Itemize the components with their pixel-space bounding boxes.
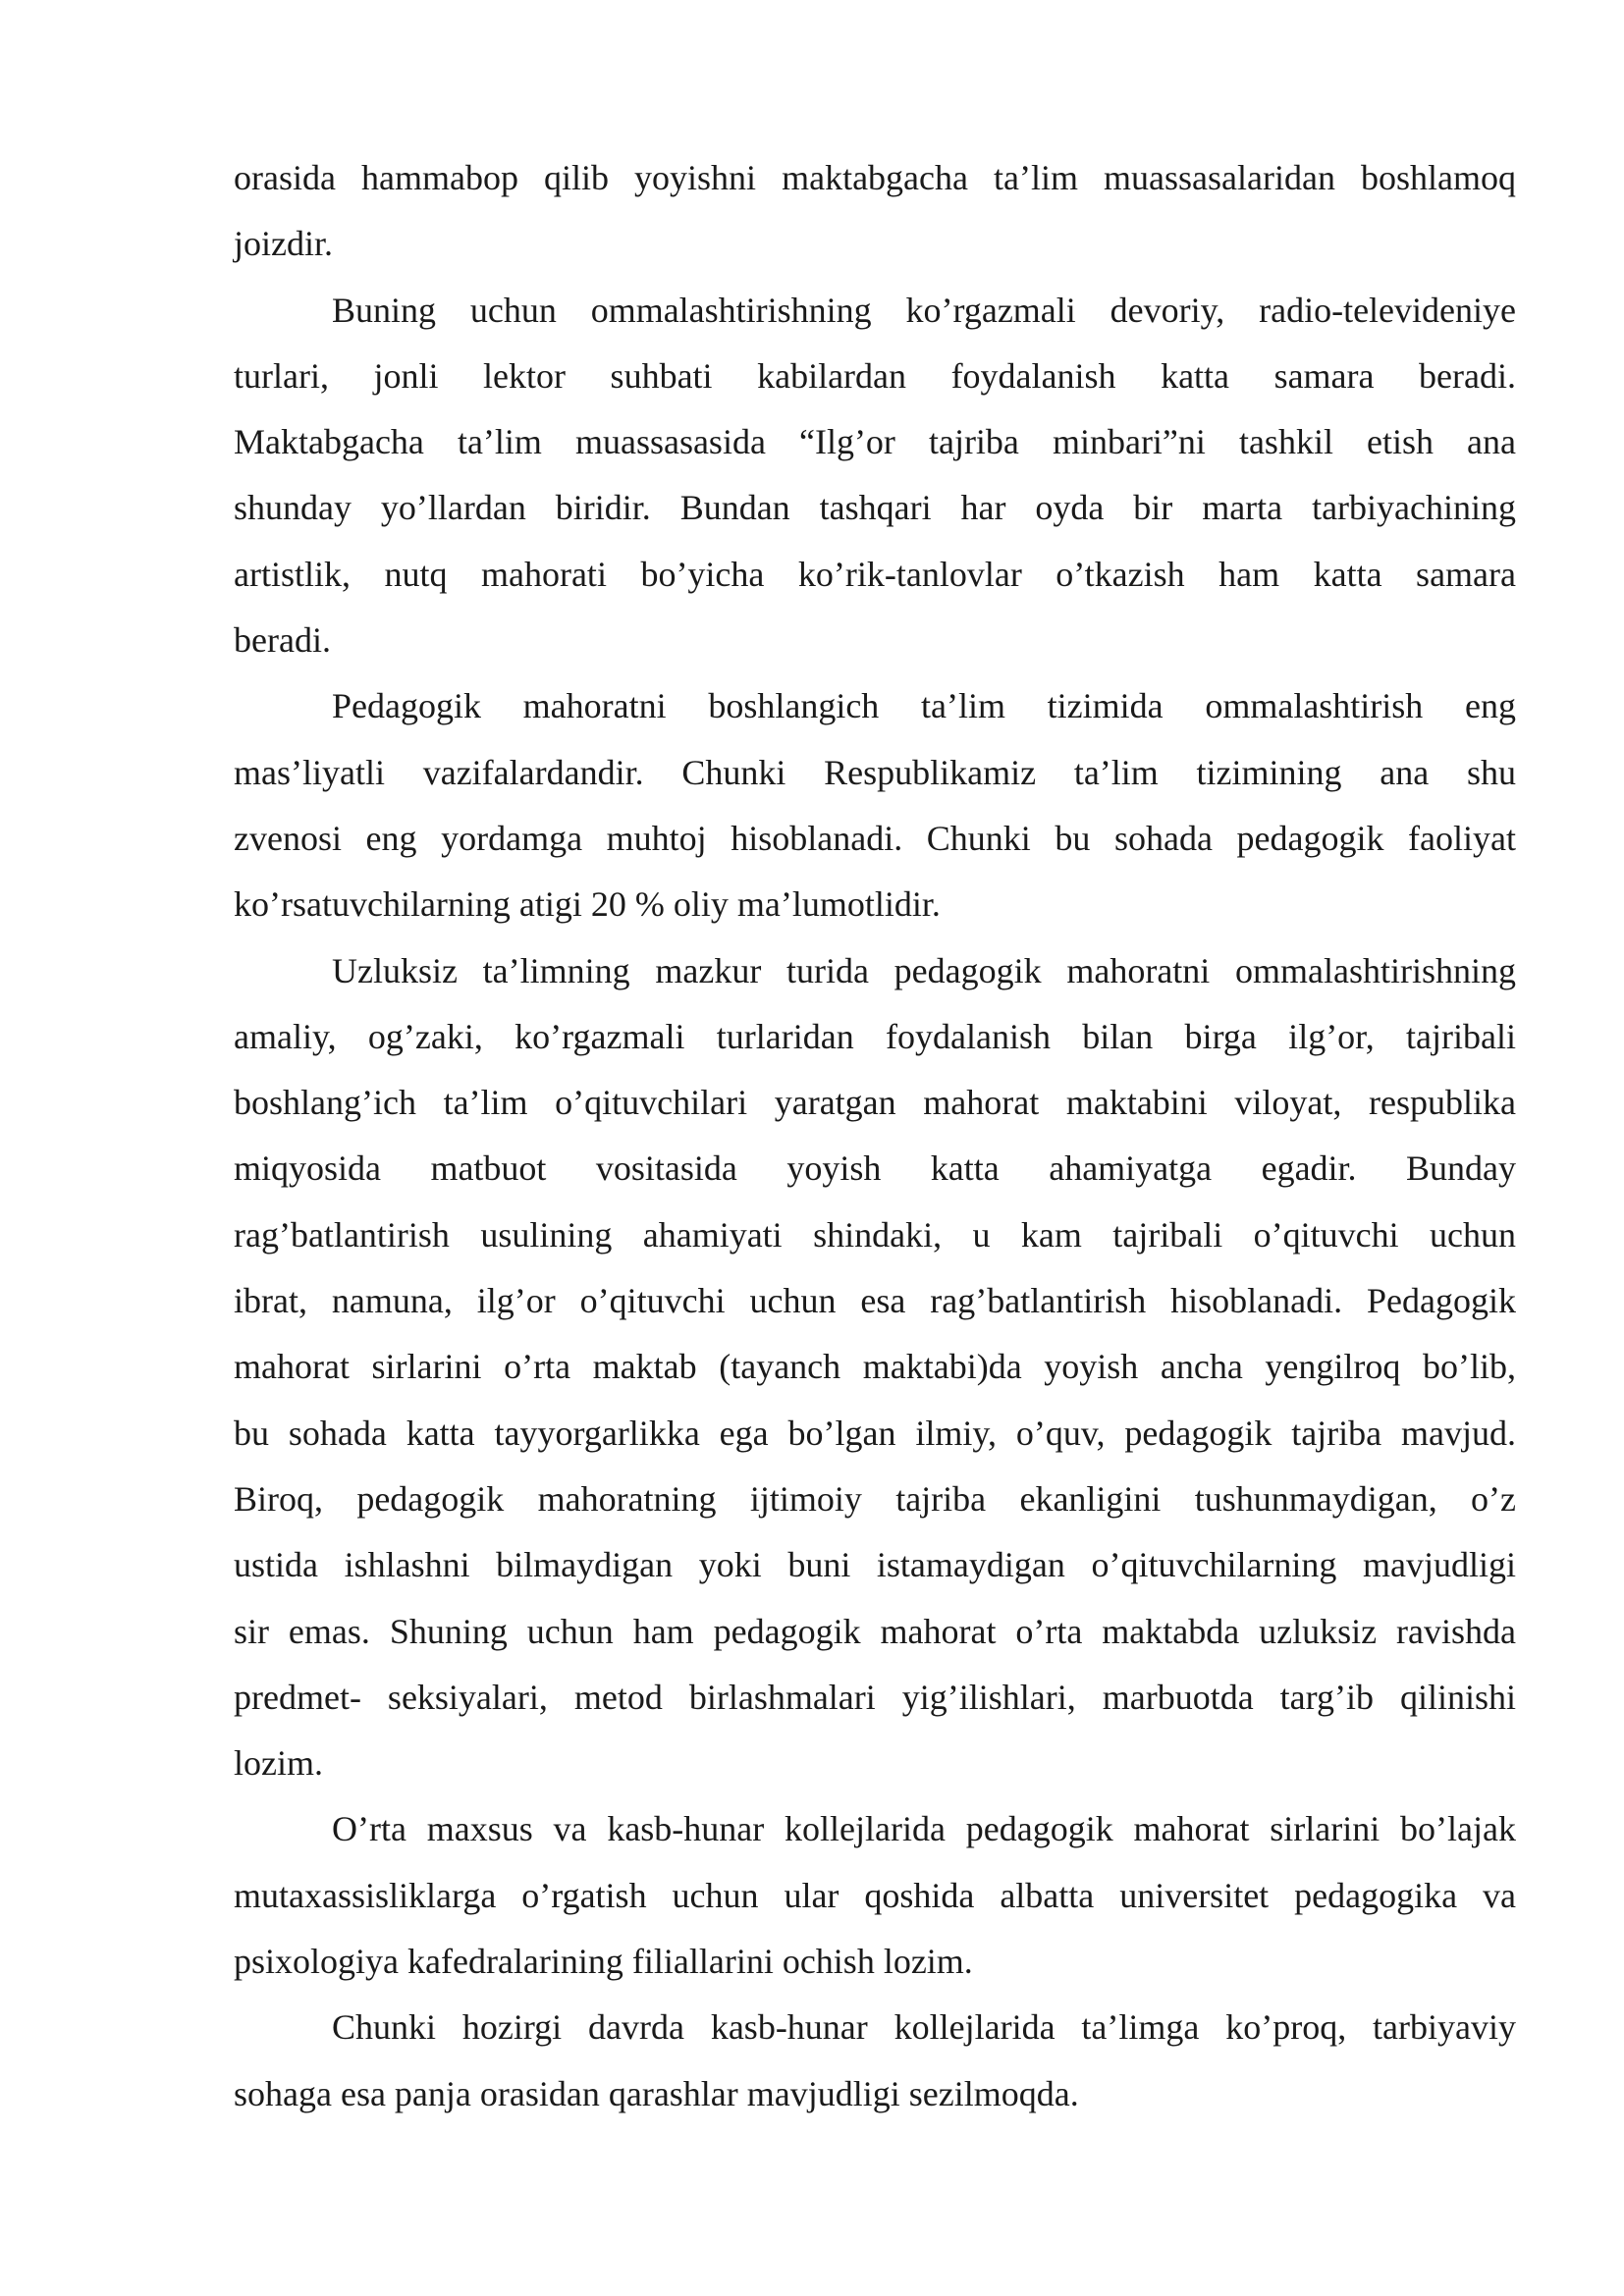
text-line: zvenosi eng yordamga muhtoj hisoblanadi. Chunki bu sohada pedagogik faoliyat bbox=[234, 818, 1516, 858]
text-line: O’rta maxsus va kasb-hunar kollejlarida pedagogik mahorat sirlarini bo’lajak bbox=[332, 1809, 1516, 1849]
document-body bbox=[234, 145, 1516, 2127]
text-line: predmet- seksiyalari, metod birlashmalari yig’ilishlari, marbuotda targ’ib qilinishi bbox=[234, 1677, 1516, 1717]
text-line: Pedagogik mahoratni boshlangich ta’lim tizimida ommalashtirish eng bbox=[332, 686, 1516, 726]
document-page bbox=[234, 145, 1516, 2127]
text-line: Uzluksiz ta’limning mazkur turida pedagogik mahoratni ommalashtirishning bbox=[332, 950, 1516, 990]
paragraph bbox=[234, 1796, 1516, 1995]
text-line: Maktabgacha ta’lim muassasasida “Ilg’or tajriba minbari”ni tashkil etish ana bbox=[234, 422, 1516, 462]
text-line: sohaga esa panja orasidan qarashlar mavjudligi sezilmoqda. bbox=[234, 2073, 1079, 2113]
text-line: orasida hammabop qilib yoyishni maktabgacha ta’lim muassasalaridan boshlamoq bbox=[234, 158, 1516, 197]
text-line: ustida ishlashni bilmaydigan yoki buni istamaydigan o’qituvchilarning mavjudligi bbox=[234, 1545, 1516, 1585]
text-line: joizdir. bbox=[234, 224, 333, 264]
text-line: turlari, jonli lektor suhbati kabilardan foydalanish katta samara beradi. bbox=[234, 355, 1516, 396]
text-line: lozim. bbox=[234, 1743, 323, 1784]
text-line: rag’batlantirish usulining ahamiyati shindaki, u kam tajribali o’qituvchi uchun bbox=[234, 1214, 1516, 1255]
text-line: mutaxassisliklarga o’rgatish uchun ular qoshida albatta universitet pedagogika va bbox=[234, 1875, 1516, 1915]
paragraph bbox=[234, 1995, 1516, 2127]
text-line: mahorat sirlarini o’rta maktab (tayanch maktabi)da yoyish ancha yengilroq bo’lib, bbox=[234, 1347, 1516, 1387]
paragraph bbox=[234, 145, 1516, 278]
text-line: miqyosida matbuot vositasida yoyish katta ahamiyatga egadir. Bunday bbox=[234, 1148, 1516, 1189]
text-line: bu sohada katta tayyorgarlikka ega bo’lgan ilmiy, o’quv, pedagogik tajriba mavjud. bbox=[234, 1413, 1516, 1453]
paragraph bbox=[234, 938, 1516, 1797]
text-line: ibrat, namuna, ilg’or o’qituvchi uchun esa rag’batlantirish hisoblanadi. Pedagogik bbox=[234, 1281, 1516, 1321]
text-line: boshlang’ich ta’lim o’qituvchilari yaratgan mahorat maktabini viloyat, respublika bbox=[234, 1083, 1516, 1123]
text-line: amaliy, og’zaki, ko’rgazmali turlaridan foydalanish bilan birga ilg’or, tajribali bbox=[234, 1016, 1516, 1056]
text-line: Chunki hozirgi davrda kasb-hunar kollejlarida ta’limga ko’proq, tarbiyaviy bbox=[332, 2007, 1516, 2048]
paragraph bbox=[234, 278, 1516, 674]
text-line: mas’liyatli vazifalardandir. Chunki Respublikamiz ta’lim tizimining ana shu bbox=[234, 752, 1516, 792]
text-line: Biroq, pedagogik mahoratning ijtimoiy tajriba ekanligini tushunmaydigan, o’z bbox=[234, 1478, 1516, 1519]
text-line: shunday yo’llardan biridir. Bundan tashqari har oyda bir marta tarbiyachining bbox=[234, 488, 1516, 528]
text-line: Buning uchun ommalashtirishning ko’rgazmali devoriy, radio-televideniye bbox=[332, 290, 1516, 330]
text-line: ko’rsatuvchilarning atigi 20 % oliy ma’lumotlidir. bbox=[234, 884, 941, 925]
text-line: artistlik, nutq mahorati bo’yicha ko’rik-tanlovlar o’tkazish ham katta samara bbox=[234, 554, 1516, 594]
text-line: beradi. bbox=[234, 620, 331, 661]
text-line: sir emas. Shuning uchun ham pedagogik mahorat o’rta maktabda uzluksiz ravishda bbox=[234, 1611, 1516, 1651]
paragraph bbox=[234, 673, 1516, 937]
text-line: psixologiya kafedralarining filiallarini ochish lozim. bbox=[234, 1942, 973, 1982]
